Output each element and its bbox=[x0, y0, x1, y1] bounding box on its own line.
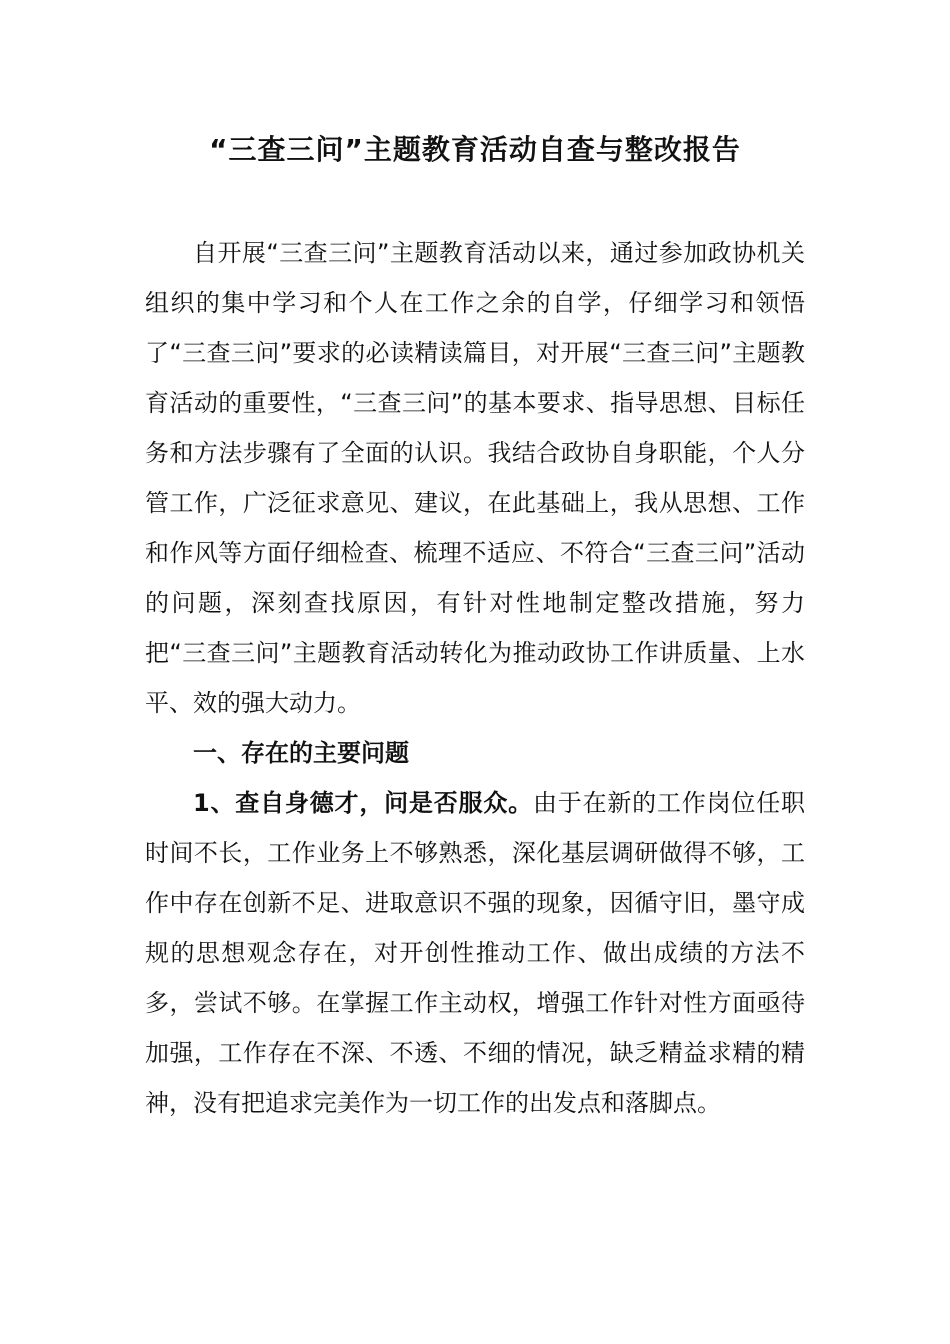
intro-paragraph: 自开展“三查三问”主题教育活动以来，通过参加政协机关组织的集中学习和个人在工作之余的自学，仔细学习和领悟了“三查三问”要求的必读精读篇目，对开展“三查三问”主题教育活动的重要性，“三查三问”的基本要求、指导思想、目标任务和方法步骤有了全面的认识。我结合政协自身职能，个人分管工作，广泛征求意见、建议，在此基础上，我从思想、工作和作风等方面仔细检查、梳理不适应、不符合“三查三问”活动的问题，深刻查找原因，有针对性地制定整改措施，努力把“三查三问”主题教育活动转化为推动政协工作讲质量、上水平、效的强大动力。 bbox=[145, 239, 805, 717]
document-body bbox=[145, 228, 805, 1128]
item-paragraph-1 bbox=[145, 778, 805, 1128]
item-1-body: 由于在新的工作岗位任职时间不长，工作业务上不够熟悉，深化基层调研做得不够，工作中存在创新不足、进取意识不强的现象，因循守旧，墨守成规的思想观念存在，对开创性推动工作、做出成绩的方法不多，尝试不够。在掌握工作主动权，增强工作针对性方面亟待加强，工作存在不深、不透、不细的情况，缺乏精益求精的精神，没有把追求完美作为一切工作的出发点和落脚点。 bbox=[145, 789, 806, 1117]
item-1-lead: 1、查自身德才，问是否服众。 bbox=[193, 789, 533, 817]
document-title: “三查三问”主题教育活动自查与整改报告 bbox=[209, 133, 741, 166]
section-heading-problems: 一、存在的主要问题 bbox=[193, 739, 409, 767]
